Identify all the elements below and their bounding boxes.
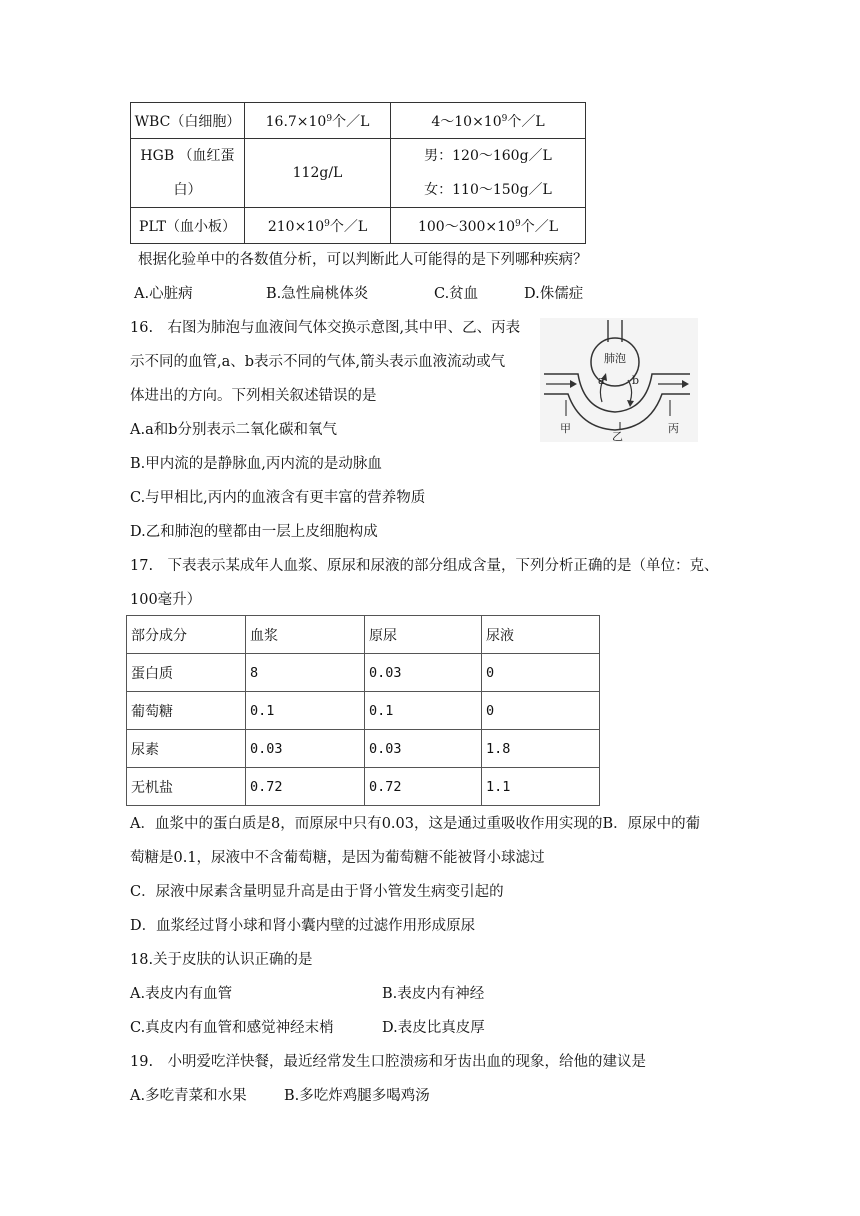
table-cell: HGB （血红蛋 白） bbox=[131, 139, 245, 208]
table-cell: 0.72 bbox=[365, 768, 482, 806]
table-cell: 0 bbox=[482, 692, 600, 730]
table-cell: 0.03 bbox=[365, 730, 482, 768]
q16-stem-line3: 体进出的方向。下列相关叙述错误的是 bbox=[130, 388, 377, 404]
q15-option-c: C.贫血 bbox=[434, 286, 479, 302]
vessel-jia-label: 甲 bbox=[560, 422, 571, 435]
table-header: 血浆 bbox=[246, 616, 365, 654]
gas-a-label: a bbox=[598, 374, 605, 387]
q16-stem-line2: 示不同的血管,a、b表示不同的气体,箭头表示血液流动或气 bbox=[130, 354, 506, 370]
q15-stem: 根据化验单中的各数值分析，可以判断此人可能得的是下列哪种疾病？ bbox=[138, 252, 588, 268]
table-cell: $16.7\times 10^9$个／L bbox=[245, 103, 391, 139]
table-header: 尿液 bbox=[482, 616, 600, 654]
table-cell: WBC（白细胞） bbox=[131, 103, 245, 139]
table-cell: 尿素 bbox=[127, 730, 246, 768]
table-cell: 男：120～160g／L 女：110～150g／L bbox=[391, 139, 586, 208]
q17-option-ab-line2: 萄糖是0.1，尿液中不含葡萄糖，是因为葡萄糖不能被肾小球滤过 bbox=[130, 850, 545, 866]
table-row bbox=[127, 768, 600, 806]
table-cell: $4\sim 10\times 10^9$个／L bbox=[391, 103, 586, 139]
q18-option-c: C.真皮内有血管和感觉神经末梢 bbox=[130, 1020, 334, 1036]
table-cell: $100\sim 300\times 10^9$个／L bbox=[391, 208, 586, 244]
q16-option-c: C.与甲相比,丙内的血液含有更丰富的营养物质 bbox=[130, 490, 426, 506]
q16-option-d: D.乙和肺泡的壁都由一层上皮细胞构成 bbox=[130, 524, 378, 540]
q17-option-c: C．尿液中尿素含量明显升高是由于肾小管发生病变引起的 bbox=[130, 884, 504, 900]
q18-option-d: D.表皮比真皮厚 bbox=[382, 1020, 485, 1036]
table-cell: 0.1 bbox=[246, 692, 365, 730]
q15-option-d: D.侏儒症 bbox=[524, 286, 584, 302]
q18-option-b: B.表皮内有神经 bbox=[382, 986, 485, 1002]
table-cell: PLT（血小板） bbox=[131, 208, 245, 244]
q17-stem-line2: 100毫升） bbox=[130, 592, 202, 608]
table-cell: 葡萄糖 bbox=[127, 692, 246, 730]
q17-option-d: D．血浆经过肾小球和肾小囊内壁的过滤作用形成原尿 bbox=[130, 918, 476, 934]
table-cell: 0.03 bbox=[246, 730, 365, 768]
table-cell: 无机盐 bbox=[127, 768, 246, 806]
q15-option-b: B.急性扁桃体炎 bbox=[266, 286, 369, 302]
urine-composition-table bbox=[126, 615, 600, 806]
lab-results-table bbox=[130, 102, 586, 244]
table-cell: $210\times 10^9$个／L bbox=[245, 208, 391, 244]
q17-stem-line1: 17. 下表表示某成年人血浆、原尿和尿液的部分组成含量，下列分析正确的是（单位：克、 bbox=[130, 558, 719, 574]
gas-b-label: b bbox=[632, 374, 640, 387]
table-cell: 0 bbox=[482, 654, 600, 692]
table-row bbox=[127, 730, 600, 768]
alveolus-gas-exchange-figure bbox=[540, 318, 698, 442]
table-cell: 112g/L bbox=[245, 139, 391, 208]
table-cell: 1.8 bbox=[482, 730, 600, 768]
table-header-row bbox=[127, 616, 600, 654]
table-header: 部分成分 bbox=[127, 616, 246, 654]
q16-stem-line1: 16. 右图为肺泡与血液间气体交换示意图,其中甲、乙、丙表 bbox=[130, 320, 521, 336]
table-row bbox=[127, 654, 600, 692]
q19-stem: 19. 小明爱吃洋快餐，最近经常发生口腔溃疡和牙齿出血的现象，给他的建议是 bbox=[130, 1054, 647, 1070]
table-cell: 8 bbox=[246, 654, 365, 692]
table-cell: 0.1 bbox=[365, 692, 482, 730]
q18-option-a: A.表皮内有血管 bbox=[130, 986, 233, 1002]
q19-option-a: A.多吃青菜和水果 bbox=[130, 1088, 247, 1104]
table-cell: 蛋白质 bbox=[127, 654, 246, 692]
vessel-bing-label: 丙 bbox=[668, 422, 679, 435]
table-cell: 1.1 bbox=[482, 768, 600, 806]
q16-option-a: A.a和b分别表示二氧化碳和氧气 bbox=[130, 422, 338, 438]
q17-option-ab-line1: A．血浆中的蛋白质是8，而原尿中只有0.03，这是通过重吸收作用实现的B．原尿中的葡 bbox=[130, 816, 701, 832]
q19-option-b: B.多吃炸鸡腿多喝鸡汤 bbox=[284, 1088, 430, 1104]
alveolus-label: 肺泡 bbox=[604, 352, 626, 365]
q18-stem: 18.关于皮肤的认识正确的是 bbox=[130, 952, 313, 968]
table-cell: 0.72 bbox=[246, 768, 365, 806]
table-cell: 0.03 bbox=[365, 654, 482, 692]
table-header: 原尿 bbox=[365, 616, 482, 654]
q16-option-b: B.甲内流的是静脉血,丙内流的是动脉血 bbox=[130, 456, 382, 472]
q15-option-a: A.心脏病 bbox=[134, 286, 193, 302]
table-row bbox=[127, 692, 600, 730]
vessel-yi-label: 乙 bbox=[612, 430, 623, 442]
